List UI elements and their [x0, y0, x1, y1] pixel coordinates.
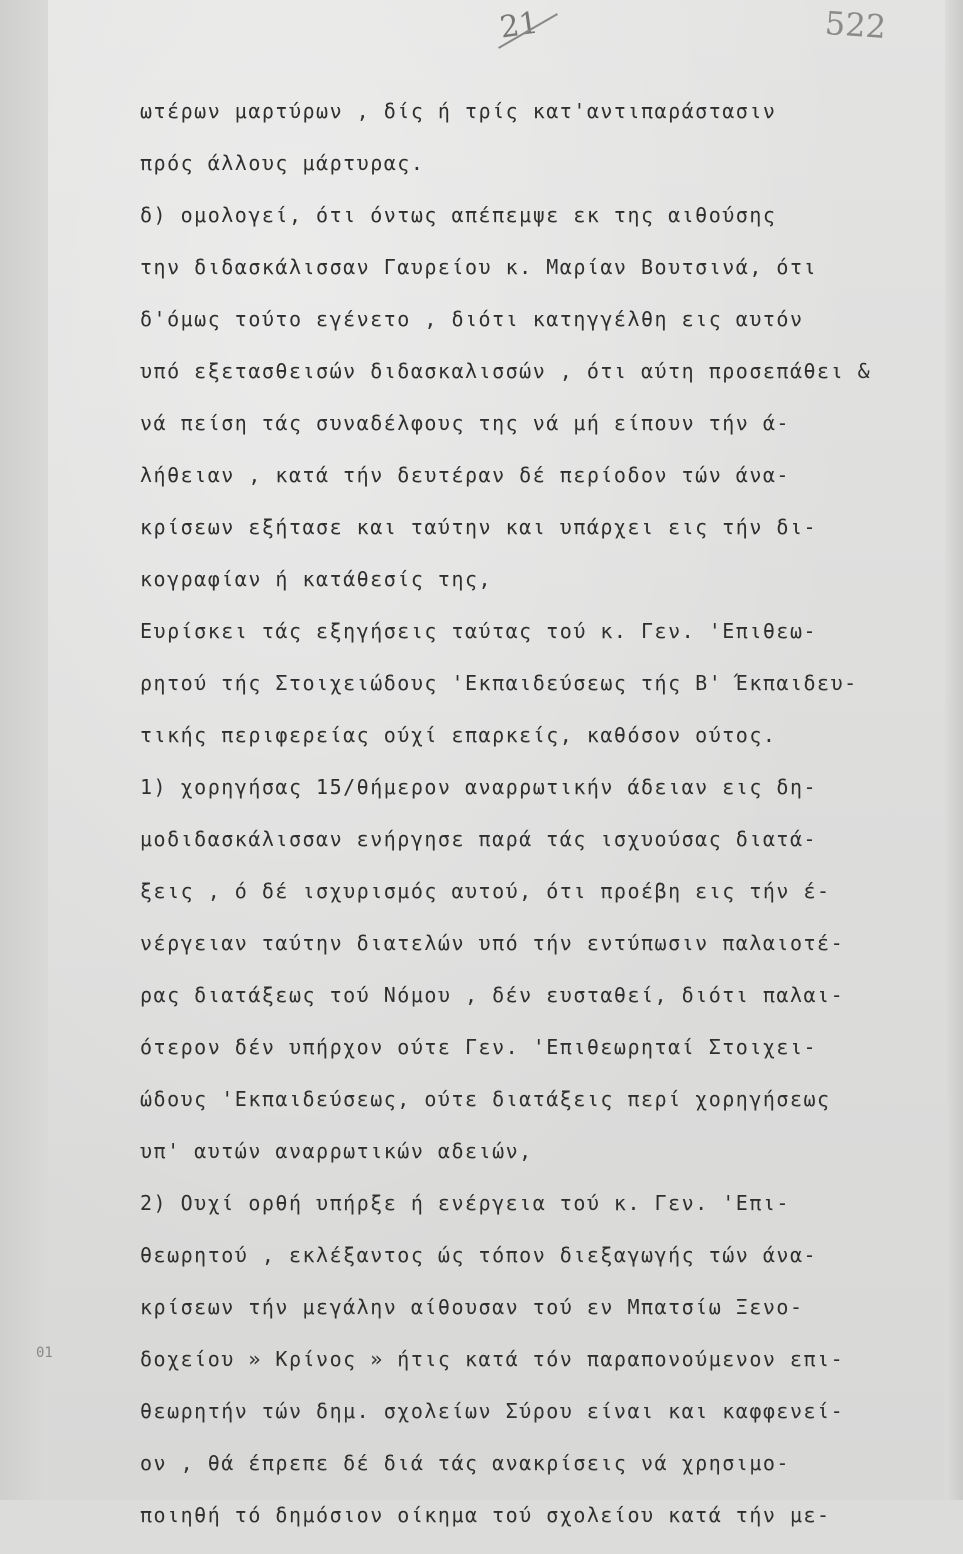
text-line-2: πρός άλλους μάρτυρας. [140, 151, 425, 175]
handwritten-page-number: 21 [497, 5, 541, 46]
text-line-15: μοδιδασκάλισσαν ενήργησε παρά τάς ισχυούσας διατά- [140, 827, 818, 851]
text-line-5: δ'όμως τούτο εγένετο , διότι κατηγγέλθη εις αυτόν [140, 307, 804, 331]
text-line-18: ρας διατάξεως τού Νόμου , δέν ευσταθεί, διότι παλαι- [140, 983, 845, 1007]
text-line-25: δοχείου » Κρίνος » ήτις κατά τόν παραπονούμενον επι- [140, 1347, 845, 1371]
left-page-edge [0, 0, 48, 1500]
text-line-3: δ) ομολογεί, ότι όντως απέπεμψε εκ της αιθούσης [140, 203, 777, 227]
text-line-13: τικής περιφερείας ούχί επαρκείς, καθόσον ούτος. [140, 723, 777, 747]
text-line-6: υπό εξετασθεισών διδασκαλισσών , ότι αύτη προσεπάθει & [140, 359, 872, 383]
text-line-27: ον , θά έπρεπε δέ διά τάς ανακρίσεις νά χρησιμο- [140, 1451, 790, 1475]
text-line-11: Ευρίσκει τάς εξηγήσεις ταύτας τού κ. Γεν. 'Επιθεω- [140, 619, 818, 643]
margin-mark: 01 [36, 1345, 53, 1361]
text-line-14: 1) χορηγήσας 15/θήμερον αναρρωτικήν άδειαν εις δη- [140, 775, 818, 799]
text-line-17: νέργειαν ταύτην διατελών υπό τήν εντύπωσιν παλαιοτέ- [140, 931, 845, 955]
text-line-12: ρητού τής Στοιχειώδους 'Εκπαιδεύσεως τής Β' Έκπαιδευ- [140, 671, 858, 695]
right-page-edge [945, 0, 963, 1500]
text-line-1: ωτέρων μαρτύρων , δίς ή τρίς κατ'αντιπαράστασιν [140, 99, 777, 123]
handwritten-folio-number: 522 [823, 3, 888, 47]
text-line-22: 2) Ουχί ορθή υπήρξε ή ενέργεια τού κ. Γεν. 'Επι- [140, 1191, 790, 1215]
text-line-10: κογραφίαν ή κατάθεσίς της, [140, 567, 493, 591]
text-line-23: θεωρητού , εκλέξαντος ώς τόπον διεξαγωγής τών άνα- [140, 1243, 818, 1267]
text-line-21: υπ' αυτών αναρρωτικών αδειών, [140, 1139, 533, 1163]
text-line-4: την διδασκάλισσαν Γαυρείου κ. Μαρίαν Βουτσινά, ότι [140, 255, 818, 279]
text-line-20: ώδους 'Εκπαιδεύσεως, ούτε διατάξεις περί χορηγήσεως [140, 1087, 831, 1111]
text-line-26: θεωρητήν τών δημ. σχολείων Σύρου είναι και καφφενεί- [140, 1399, 845, 1423]
text-line-9: κρίσεων εξήτασε και ταύτην και υπάρχει εις τήν δι- [140, 515, 818, 539]
text-line-16: ξεις , ό δέ ισχυρισμός αυτού, ότι προέβη εις τήν έ- [140, 879, 831, 903]
text-line-7: νά πείση τάς συναδέλφους της νά μή είπουν τήν ά- [140, 411, 790, 435]
text-line-19: ότερον δέν υπήρχον ούτε Γεν. 'Επιθεωρηταί Στοιχει- [140, 1035, 818, 1059]
text-line-8: λήθειαν , κατά τήν δευτέραν δέ περίοδον τών άνα- [140, 463, 790, 487]
text-line-28: ποιηθή τό δημόσιον οίκημα τού σχολείου κατά τήν με- [140, 1503, 831, 1527]
typed-text-body [140, 98, 940, 1554]
text-line-24: κρίσεων τήν μεγάλην αίθουσαν τού εν Μπατσίω Ξενο- [140, 1295, 804, 1319]
